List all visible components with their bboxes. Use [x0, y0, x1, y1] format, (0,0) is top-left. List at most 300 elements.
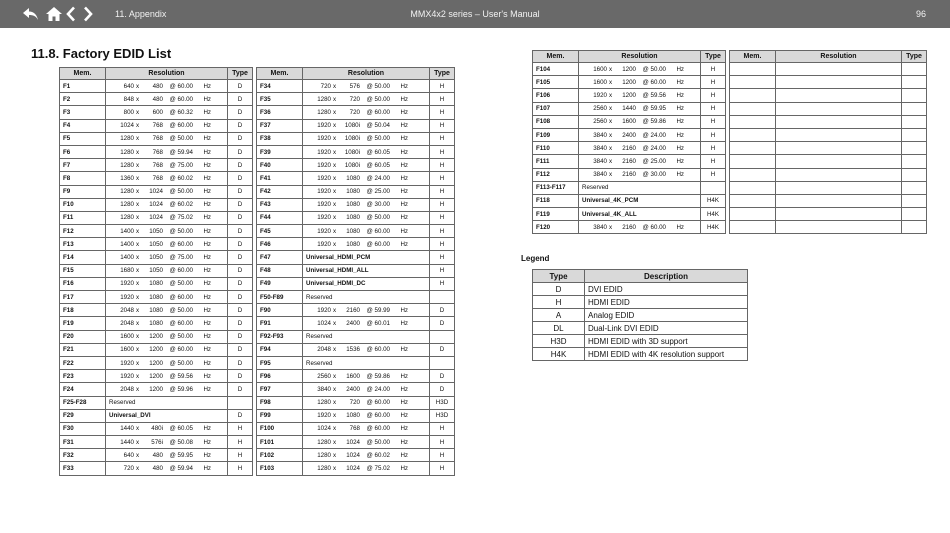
type-cell: H	[430, 422, 455, 435]
refresh-rate: @ 30.00	[366, 201, 390, 209]
legend-title: Legend	[521, 254, 550, 263]
mem-cell: F95	[257, 356, 303, 369]
hz-unit: Hz	[676, 65, 684, 73]
refresh-rate: @ 60.00	[169, 240, 193, 248]
hz-unit: Hz	[400, 82, 408, 90]
mem-cell: F17	[60, 291, 106, 304]
legend-type: H3D	[533, 335, 585, 348]
resolution-cell	[303, 238, 430, 251]
refresh-rate: @ 59.96	[169, 385, 193, 393]
type-cell: H	[430, 106, 455, 119]
resolution-v: 720	[349, 95, 360, 103]
mem-cell	[730, 115, 776, 128]
x-sep: x	[608, 91, 613, 99]
mem-cell: F2	[60, 93, 106, 106]
hz-unit: Hz	[676, 157, 684, 165]
x-sep: x	[332, 385, 337, 393]
mem-cell: F18	[60, 304, 106, 317]
table-row	[60, 211, 455, 224]
resolution-cell	[106, 383, 228, 396]
legend-description: HDMI EDID	[585, 296, 748, 309]
resolution-h: 1600	[593, 65, 607, 73]
refresh-rate: @ 59.56	[169, 372, 193, 380]
resolution-h: 1920	[593, 91, 607, 99]
resolution-cell	[303, 119, 430, 132]
type-cell: H	[228, 449, 253, 462]
mem-cell: F39	[257, 145, 303, 158]
mem-cell: F118	[533, 194, 579, 207]
mem-cell: F34	[257, 80, 303, 93]
mem-cell: F14	[60, 251, 106, 264]
resolution-v: 1200	[149, 385, 163, 393]
resolution-v: 1080	[346, 201, 360, 209]
resolution-v: 768	[152, 161, 163, 169]
mem-cell: F30	[60, 422, 106, 435]
resolution-v: 480	[152, 451, 163, 459]
resolution-cell	[303, 80, 430, 93]
resolution-h: 848	[123, 95, 134, 103]
type-cell: H	[430, 436, 455, 449]
type-cell	[902, 221, 927, 234]
resolution-v: 1024	[149, 188, 163, 196]
resolution-cell	[106, 462, 228, 475]
table-row	[60, 304, 455, 317]
resolution-cell	[579, 221, 701, 234]
type-cell: D	[228, 238, 253, 251]
type-cell	[902, 63, 927, 76]
x-sep: x	[135, 161, 140, 169]
table-row	[60, 172, 455, 185]
resolution-cell	[776, 128, 902, 141]
resolution-h: 2048	[317, 346, 331, 354]
refresh-rate: @ 50.00	[169, 333, 193, 341]
table-row	[533, 208, 927, 221]
table-row	[60, 370, 455, 383]
type-cell	[430, 330, 455, 343]
x-sep: x	[135, 174, 140, 182]
resolution-v: 768	[152, 122, 163, 130]
refresh-rate: @ 59.86	[642, 118, 666, 126]
type-cell: H	[430, 238, 455, 251]
refresh-rate: @ 50.00	[169, 359, 193, 367]
mem-cell: F45	[257, 225, 303, 238]
type-cell	[902, 155, 927, 168]
hz-unit: Hz	[676, 78, 684, 86]
mem-cell: F25-F28	[60, 396, 106, 409]
hz-unit: Hz	[203, 451, 211, 459]
resolution-h: 1920	[120, 293, 134, 301]
refresh-rate: @ 59.56	[642, 91, 666, 99]
resolution-h: 1280	[317, 438, 331, 446]
type-cell	[902, 102, 927, 115]
mem-cell: F98	[257, 396, 303, 409]
x-sep: x	[332, 240, 337, 248]
resolution-h: 3840	[593, 144, 607, 152]
resolution-cell	[106, 264, 228, 277]
refresh-rate: @ 60.00	[366, 412, 390, 420]
mem-cell: F3	[60, 106, 106, 119]
refresh-rate: @ 50.00	[366, 214, 390, 222]
resolution-cell	[579, 128, 701, 141]
resolution-v: 1024	[149, 201, 163, 209]
hz-unit: Hz	[676, 131, 684, 139]
hz-unit: Hz	[203, 465, 211, 473]
refresh-rate: @ 59.86	[366, 372, 390, 380]
resolution-h: 640	[123, 82, 134, 90]
mem-cell: F112	[533, 168, 579, 181]
resolution-text: Universal_HDMI_PCM	[306, 254, 371, 262]
document-title: MMX4x2 series – User's Manual	[410, 9, 540, 19]
resolution-v: 1080	[149, 306, 163, 314]
type-cell: D	[228, 317, 253, 330]
type-cell: H	[430, 119, 455, 132]
mem-cell: F106	[533, 89, 579, 102]
x-sep: x	[608, 65, 613, 73]
resolution-cell	[106, 436, 228, 449]
refresh-rate: @ 60.05	[366, 148, 390, 156]
type-cell: H4K	[701, 221, 726, 234]
resolution-cell	[303, 436, 430, 449]
resolution-h: 1024	[120, 122, 134, 130]
hz-unit: Hz	[203, 267, 211, 275]
mem-cell: F10	[60, 198, 106, 211]
type-cell: H	[701, 102, 726, 115]
type-cell	[902, 181, 927, 194]
refresh-rate: @ 75.02	[169, 214, 193, 222]
resolution-cell	[106, 343, 228, 356]
mem-cell: F120	[533, 221, 579, 234]
hz-unit: Hz	[676, 223, 684, 231]
resolution-cell	[106, 291, 228, 304]
legend-description: DVI EDID	[585, 283, 748, 296]
refresh-rate: @ 60.00	[169, 267, 193, 275]
refresh-rate: @ 50.00	[366, 82, 390, 90]
resolution-h: 1280	[317, 95, 331, 103]
resolution-cell	[303, 291, 430, 304]
table-row	[60, 330, 455, 343]
type-cell: D	[228, 370, 253, 383]
resolution-cell	[106, 211, 228, 224]
refresh-rate: @ 60.00	[366, 425, 390, 433]
x-sep: x	[332, 174, 337, 182]
resolution-h: 1280	[317, 108, 331, 116]
refresh-rate: @ 24.00	[642, 131, 666, 139]
type-cell: H	[430, 225, 455, 238]
resolution-v: 1080	[346, 412, 360, 420]
page-number: 96	[915, 9, 926, 19]
x-sep: x	[135, 346, 140, 354]
resolution-text: Reserved	[109, 399, 136, 407]
refresh-rate: @ 60.00	[169, 122, 193, 130]
refresh-rate: @ 30.00	[642, 171, 666, 179]
resolution-cell	[579, 181, 701, 194]
resolution-h: 2560	[593, 105, 607, 113]
table-row	[60, 264, 455, 277]
resolution-h: 2048	[120, 385, 134, 393]
resolution-h: 3840	[593, 157, 607, 165]
resolution-cell	[106, 330, 228, 343]
resolution-v: 1024	[149, 214, 163, 222]
type-cell: H	[430, 80, 455, 93]
mem-cell: F101	[257, 436, 303, 449]
table-row	[60, 383, 455, 396]
mem-cell	[730, 208, 776, 221]
hz-unit: Hz	[203, 174, 211, 182]
x-sep: x	[135, 95, 140, 103]
resolution-h: 1920	[317, 412, 331, 420]
type-cell: D	[228, 225, 253, 238]
mem-cell: F41	[257, 172, 303, 185]
x-sep: x	[135, 333, 140, 341]
resolution-v: 1080i	[344, 161, 360, 169]
mem-cell: F47	[257, 251, 303, 264]
table-row	[60, 409, 455, 422]
refresh-rate: @ 60.00	[366, 346, 390, 354]
resolution-h: 3840	[317, 385, 331, 393]
hz-unit: Hz	[400, 319, 408, 327]
hz-unit: Hz	[400, 385, 408, 393]
x-sep: x	[135, 82, 140, 90]
x-sep: x	[332, 82, 337, 90]
type-cell: D	[228, 356, 253, 369]
mem-cell: F104	[533, 63, 579, 76]
x-sep: x	[332, 451, 337, 459]
x-sep: x	[608, 171, 613, 179]
hz-unit: Hz	[400, 201, 408, 209]
resolution-h: 1280	[120, 214, 134, 222]
hz-unit: Hz	[203, 293, 211, 301]
resolution-h: 1280	[317, 399, 331, 407]
resolution-v: 1200	[622, 78, 636, 86]
x-sep: x	[135, 201, 140, 209]
x-sep: x	[332, 188, 337, 196]
section-breadcrumb[interactable]: 11. Appendix	[115, 9, 167, 19]
x-sep: x	[135, 254, 140, 262]
resolution-h: 3840	[593, 131, 607, 139]
table-row	[533, 76, 927, 89]
mem-cell: F22	[60, 356, 106, 369]
type-cell: H	[430, 462, 455, 475]
resolution-h: 2560	[317, 372, 331, 380]
resolution-v: 1050	[149, 254, 163, 262]
type-cell: H	[430, 159, 455, 172]
x-sep: x	[332, 201, 337, 209]
mem-cell: F16	[60, 277, 106, 290]
x-sep: x	[135, 240, 140, 248]
resolution-cell	[776, 168, 902, 181]
resolution-cell	[303, 317, 430, 330]
x-sep: x	[135, 280, 140, 288]
table-row	[60, 277, 455, 290]
resolution-cell	[303, 145, 430, 158]
mem-cell: F23	[60, 370, 106, 383]
refresh-rate: @ 75.02	[366, 465, 390, 473]
resolution-h: 1280	[120, 148, 134, 156]
resolution-text: Reserved	[306, 333, 333, 341]
resolution-cell	[776, 208, 902, 221]
hz-unit: Hz	[400, 122, 408, 130]
table-row	[60, 449, 455, 462]
x-sep: x	[135, 385, 140, 393]
resolution-v: 768	[152, 135, 163, 143]
type-cell: D	[228, 291, 253, 304]
type-cell: H	[430, 251, 455, 264]
mem-cell: F110	[533, 142, 579, 155]
resolution-cell	[303, 422, 430, 435]
table-row	[60, 251, 455, 264]
resolution-v: 2160	[346, 306, 360, 314]
mem-cell: F119	[533, 208, 579, 221]
resolution-v: 1600	[346, 372, 360, 380]
resolution-cell	[303, 370, 430, 383]
resolution-h: 1600	[120, 333, 134, 341]
table-row	[60, 317, 455, 330]
resolution-v: 1080i	[344, 135, 360, 143]
resolution-v: 1080	[149, 293, 163, 301]
type-cell: H3D	[430, 396, 455, 409]
table-row	[60, 291, 455, 304]
page-title: 11.8. Factory EDID List	[31, 46, 172, 61]
type-cell: H	[701, 128, 726, 141]
refresh-rate: @ 50.00	[366, 135, 390, 143]
mem-cell: F99	[257, 409, 303, 422]
x-sep: x	[332, 412, 337, 420]
type-cell: D	[228, 198, 253, 211]
hz-unit: Hz	[400, 372, 408, 380]
resolution-cell	[579, 142, 701, 155]
x-sep: x	[135, 319, 140, 327]
resolution-cell	[776, 102, 902, 115]
table-row	[533, 181, 927, 194]
resolution-h: 1600	[593, 78, 607, 86]
mem-cell: F36	[257, 106, 303, 119]
refresh-rate: @ 60.00	[642, 223, 666, 231]
resolution-v: 600	[152, 108, 163, 116]
col-header-resolution: Resolution	[776, 51, 902, 63]
table-row	[533, 89, 927, 102]
resolution-cell	[579, 208, 701, 221]
hz-unit: Hz	[203, 108, 211, 116]
table-row	[60, 396, 455, 409]
type-cell: H	[430, 211, 455, 224]
x-sep: x	[135, 267, 140, 275]
resolution-v: 2160	[622, 223, 636, 231]
refresh-rate: @ 60.01	[366, 319, 390, 327]
hz-unit: Hz	[203, 240, 211, 248]
x-sep: x	[135, 438, 140, 446]
resolution-cell	[776, 76, 902, 89]
x-sep: x	[332, 95, 337, 103]
resolution-cell	[303, 343, 430, 356]
resolution-v: 1050	[149, 227, 163, 235]
legend-row	[533, 322, 748, 335]
x-sep: x	[332, 214, 337, 222]
type-cell	[902, 142, 927, 155]
x-sep: x	[332, 465, 337, 473]
x-sep: x	[135, 188, 140, 196]
legend-description: HDMI EDID with 3D support	[585, 335, 748, 348]
resolution-v: 720	[349, 108, 360, 116]
resolution-cell	[303, 383, 430, 396]
resolution-cell	[106, 198, 228, 211]
type-cell: D	[228, 383, 253, 396]
mem-cell: F19	[60, 317, 106, 330]
resolution-h: 1280	[317, 451, 331, 459]
mem-cell: F92-F93	[257, 330, 303, 343]
resolution-v: 1080	[346, 174, 360, 182]
resolution-h: 1920	[317, 174, 331, 182]
resolution-v: 1600	[622, 118, 636, 126]
legend-row	[533, 309, 748, 322]
mem-cell	[730, 155, 776, 168]
type-cell: D	[228, 330, 253, 343]
resolution-v: 1080	[149, 319, 163, 327]
resolution-cell	[106, 304, 228, 317]
type-cell	[430, 356, 455, 369]
x-sep: x	[608, 78, 613, 86]
hz-unit: Hz	[676, 118, 684, 126]
type-cell	[902, 208, 927, 221]
mem-cell	[730, 168, 776, 181]
resolution-cell	[106, 225, 228, 238]
x-sep: x	[332, 319, 337, 327]
hz-unit: Hz	[203, 280, 211, 288]
resolution-cell	[776, 142, 902, 155]
table-row	[60, 159, 455, 172]
x-sep: x	[332, 161, 337, 169]
resolution-cell	[106, 80, 228, 93]
refresh-rate: @ 60.05	[169, 425, 193, 433]
type-cell: D	[228, 277, 253, 290]
legend-row	[533, 283, 748, 296]
x-sep: x	[608, 105, 613, 113]
mem-cell: F40	[257, 159, 303, 172]
type-cell: H	[430, 277, 455, 290]
resolution-v: 1536	[346, 346, 360, 354]
resolution-v: 480	[152, 82, 163, 90]
type-cell: H	[701, 115, 726, 128]
refresh-rate: @ 60.02	[169, 201, 193, 209]
resolution-v: 1200	[149, 333, 163, 341]
refresh-rate: @ 24.00	[366, 174, 390, 182]
resolution-cell	[106, 396, 228, 409]
resolution-cell	[303, 304, 430, 317]
refresh-rate: @ 60.05	[366, 161, 390, 169]
refresh-rate: @ 24.00	[366, 385, 390, 393]
hz-unit: Hz	[203, 214, 211, 222]
legend-type: A	[533, 309, 585, 322]
resolution-h: 800	[123, 108, 134, 116]
hz-unit: Hz	[400, 438, 408, 446]
resolution-cell	[579, 168, 701, 181]
resolution-cell	[106, 172, 228, 185]
type-cell: H	[430, 132, 455, 145]
type-cell: H	[430, 185, 455, 198]
table-row	[533, 115, 927, 128]
resolution-text: Universal_HDMI_ALL	[306, 267, 369, 275]
refresh-rate: @ 60.00	[169, 346, 193, 354]
type-cell: D	[228, 93, 253, 106]
mem-cell: F13	[60, 238, 106, 251]
x-sep: x	[135, 122, 140, 130]
hz-unit: Hz	[203, 333, 211, 341]
refresh-rate: @ 60.00	[169, 95, 193, 103]
resolution-cell	[303, 132, 430, 145]
mem-cell: F44	[257, 211, 303, 224]
type-cell: H	[430, 264, 455, 277]
mem-cell: F97	[257, 383, 303, 396]
col-header-mem: Mem.	[60, 68, 106, 80]
